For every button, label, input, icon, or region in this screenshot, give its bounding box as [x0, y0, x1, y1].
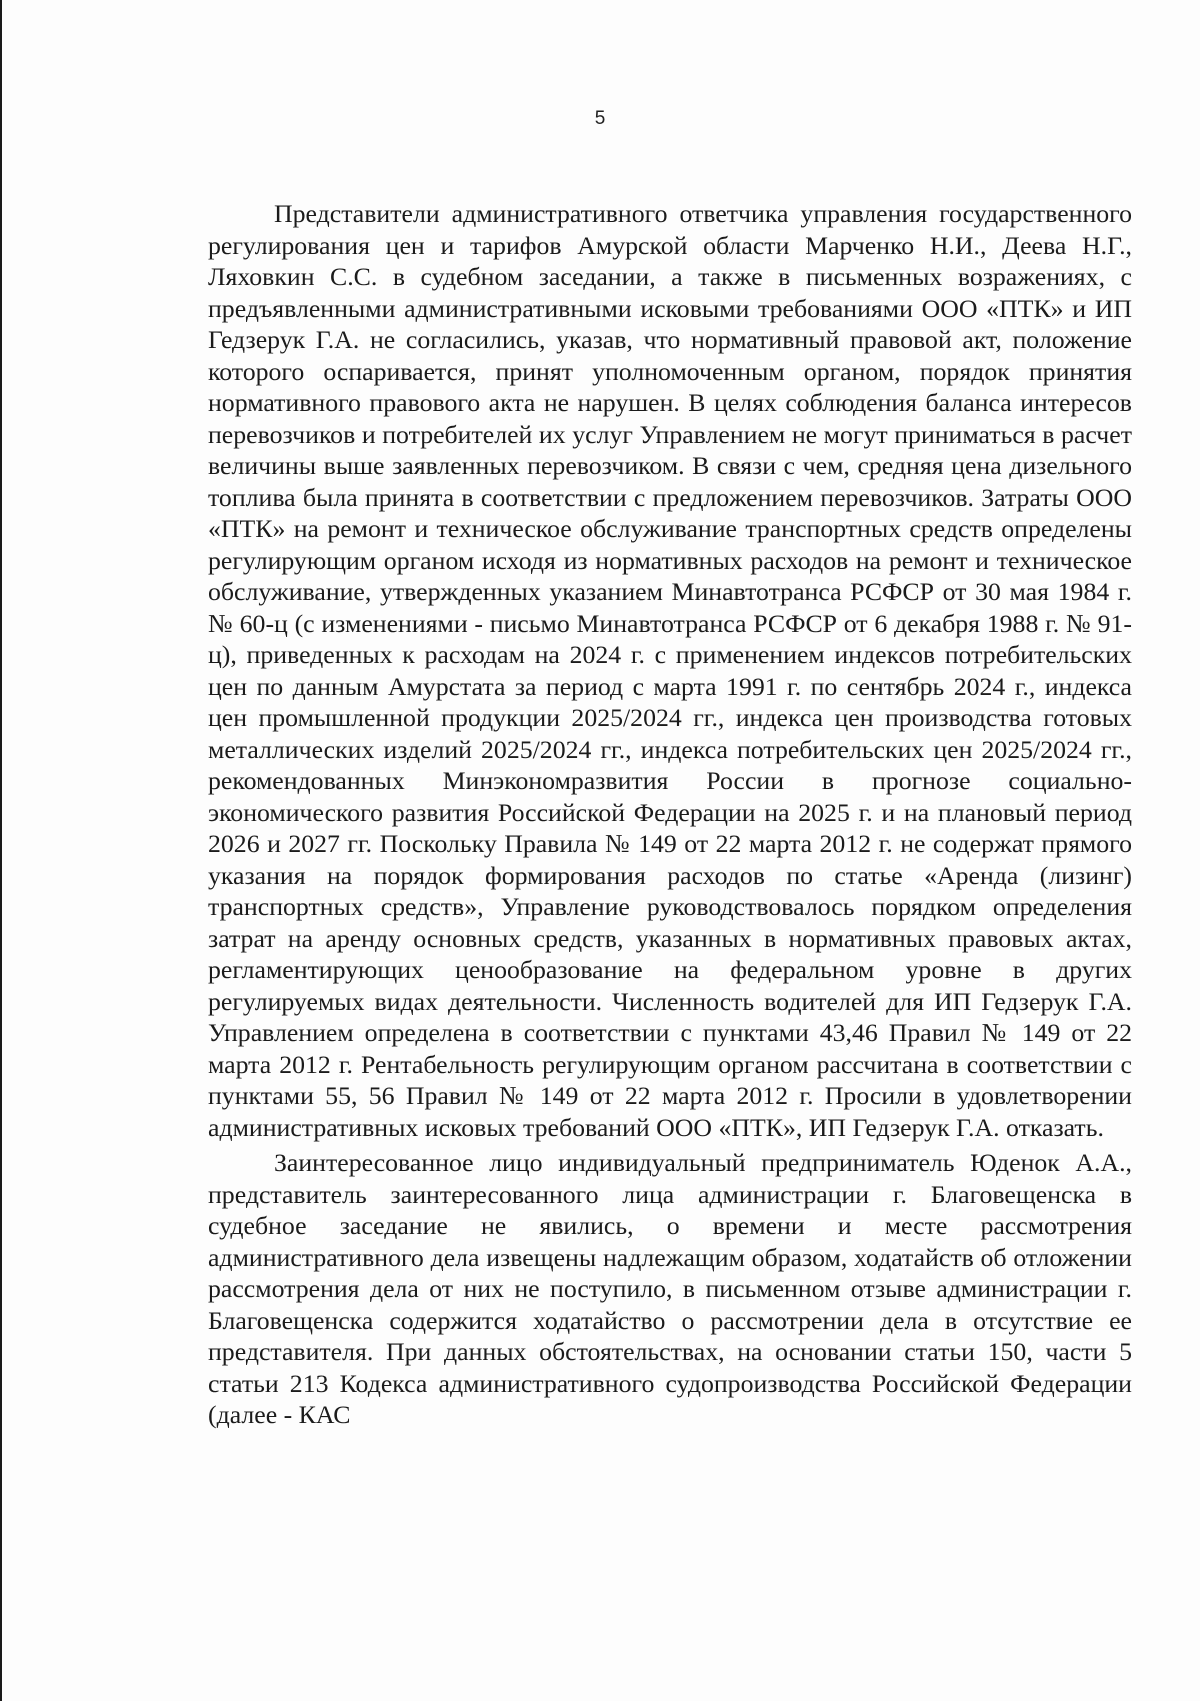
scan-edge — [0, 0, 2, 1701]
paragraph-defendant-position: Представители административного ответчика управления государственного регулирования цен и тарифов Амурской области Марченко Н.И., Деева Н.Г., Ляховкин С.С. в судебном заседании, а также в письменных возражениях, с предъявленными административными исковыми требованиями ООО «ПТК» и ИП Гедзерук Г.А. не согласились, указав, что нормативный правовой акт, положение которого оспаривается, принят уполномоченным органом, порядок принятия нормативного правового акта не нарушен. В целях соблюдения баланса интересов перевозчиков и потребителей их услуг Управлением не могут приниматься в расчет величины выше заявленных перевозчиком. В связи с чем, средняя цена дизельного топлива была принята в соответствии с предложением перевозчиков. Затраты ООО «ПТК» на ремонт и техническое обслуживание транспортных средств определены регулирующим органом исходя из нормативных расходов на ремонт и техническое обслуживание, утвержденных указанием Минавтотранса РСФСР от 30 мая 1984 г. № 60-ц (с изменениями - письмо Минавтотранса РСФСР от 6 декабря 1988 г. № 91-ц), приведенных к расходам на 2024 г. с применением индексов потребительских цен по данным Амурстата за период с марта 1991 г. по сентябрь 2024 г., индекса цен промышленной продукции 2025/2024 гг., индекса цен производства готовых металлических изделий 2025/2024 гг., индекса потребительских цен 2025/2024 гг., рекомендованных Минэкономразвития России в прогнозе социально-экономического развития Российской Федерации на 2025 г. и на плановый период 2026 и 2027 гг. Поскольку Правила № 149 от 22 марта 2012 г. не содержат прямого указания на порядок формирования расходов по статье «Аренда (лизинг) транспортных средств», Управление руководствовалось порядком определения затрат на аренду основных средств, указанных в нормативных правовых актах, регламентирующих ценообразование на федеральном уровне в других регулируемых видах деятельности. Численность водителей для ИП Гедзерук Г.А. Управлением определена в соответствии с пунктами 43,46 Правил № 149 от 22 марта 2012 г. Рентабельность регулирующим органом рассчитана в соответствии с пунктами 55, 56 Правил № 149 от 22 марта 2012 г. Просили в удовлетворении административных исковых требований ООО «ПТК», ИП Гедзерук Г.А. отказать. — [208, 199, 1132, 1142]
page-number: 5 — [594, 108, 606, 129]
document-body — [208, 198, 1132, 1431]
paragraph-interested-parties: Заинтересованное лицо индивидуальный предприниматель Юденок А.А., представитель заинтересованного лица администрации г. Благовещенска в судебное заседание не явились, о времени и месте рассмотрения административного дела извещены надлежащим образом, ходатайств об отложении рассмотрения дела от них не поступило, в письменном отзыве администрации г. Благовещенска содержится ходатайство о рассмотрении дела в отсутствие ее представителя. При данных обстоятельствах, на основании статьи 150, части 5 статьи 213 Кодекса административного судопроизводства Российской Федерации (далее - КАС — [208, 1148, 1132, 1429]
